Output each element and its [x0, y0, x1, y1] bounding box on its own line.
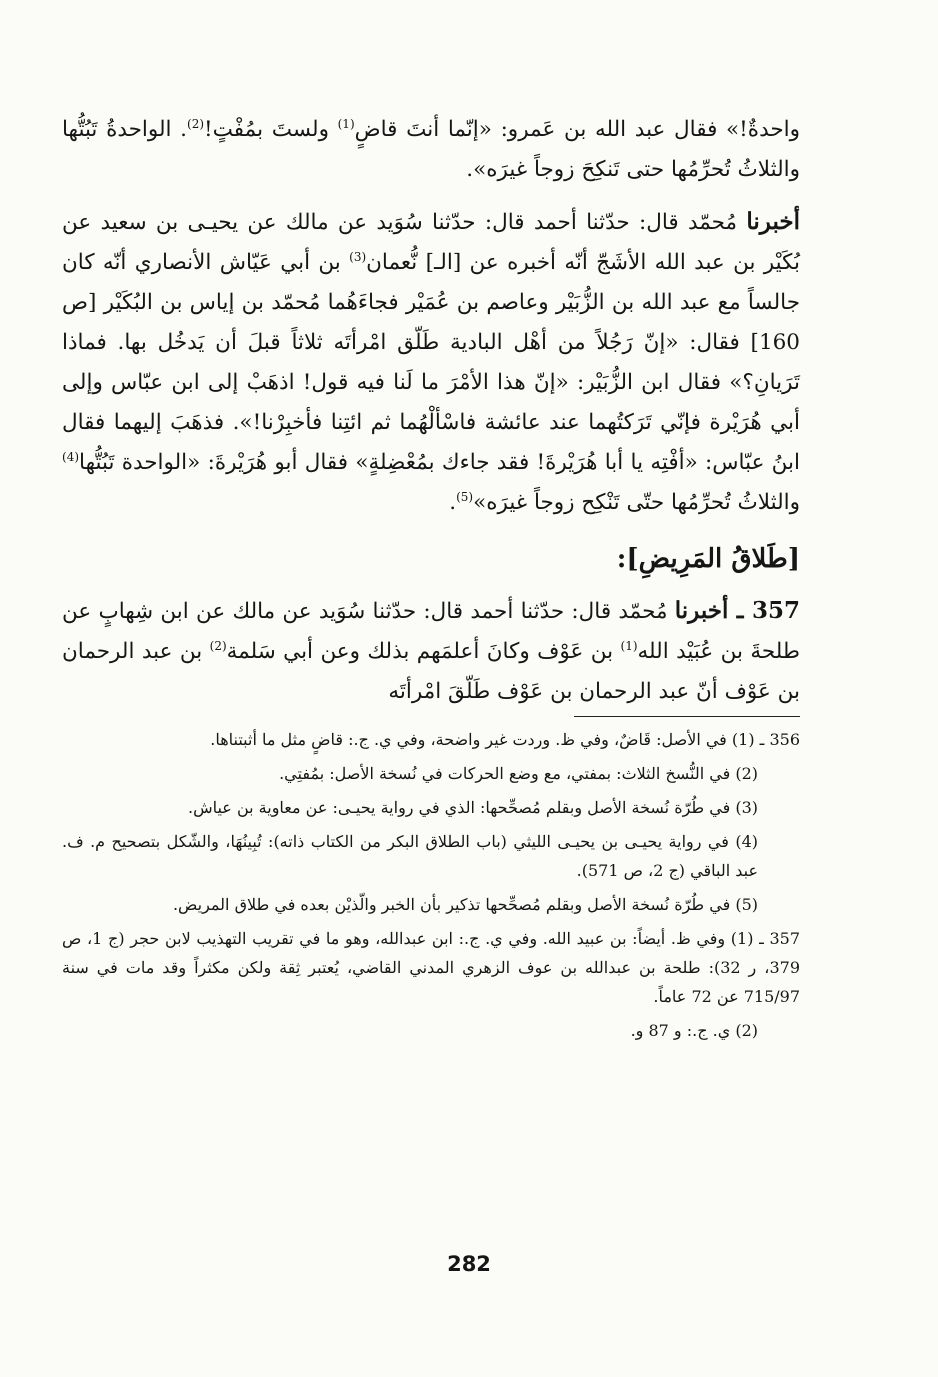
paragraph-hadith-356 [62, 202, 800, 523]
footnote-separator [574, 716, 800, 717]
text-run: مُحمّد قال: حدّثنا أحمد قال: حدّثنا سُوَيد عن مالك عن ابن شِهابٍ عن طلحةَ بن عُبَيْد الله [62, 599, 801, 664]
footnote-ref: (2) [187, 116, 205, 131]
footnote-ref: (1) [337, 116, 355, 131]
footnote-357-2: (2) ي. ج.: و 87 و. [630, 1021, 758, 1040]
main-text [62, 110, 800, 712]
section-heading: [طَلاقُ المَرِيضِ]: [616, 544, 800, 574]
footnote-ref: (5) [456, 489, 474, 504]
footnote-356-5: (5) في طُرّة نُسخة الأصل وبقلم مُصحِّحها تذكير بأن الخبر والّذيْن بعده في طلاق المريض. [172, 895, 758, 914]
text-run: ولستَ بمُفْتٍ! [204, 117, 338, 142]
text-run: والثلاثُ تُحرِّمُها حتّى تَنْكِح زوجاً غيرَه» [473, 490, 800, 515]
footnote-separator-wrap [62, 712, 800, 725]
text-run: . الواحدةُ تَبُتُّها والثلاثُ تُحرِّمُها حتى تَنكِحَ زوجاً غيرَه». [62, 117, 800, 182]
footnote-ref: (3) [349, 249, 367, 264]
footnote-ref: (1) [620, 638, 638, 653]
footnote-356-2: (2) في النُّسخ الثلاث: بمفتي، مع وضع الحركات في نُسخة الأصل: بمُفتِي. [279, 764, 758, 783]
footnotes [62, 725, 800, 1045]
page-number: 282 [447, 1252, 491, 1276]
lead-word: أخبرنا [746, 208, 800, 235]
text-run: بن عبد الرحمان بن عَوْف أنّ عبد الرحمان بن عَوْف طَلّقَ امْرأتَه [62, 639, 800, 704]
text-run: بن أبي عَيّاش الأنصاري أنّه كان جالساً مع عبد الله بن الزُّبَيْر وعاصم بن عُمَيْر فجاءَهُما مُحمّد بن إياس بن البُكَيْر [ص 160] فقال: «إنّ رَجُلاً من أهْل البادية طَلّق امْرأتَه ثلاثاً قبلَ أن يَدخُل بها. فماذا تَرَيانِ؟» فقال ابن الزُّبَيْر: «إنّ هذا الأمْرَ ما لَنا فيه قول! اذهَبْ إلى ابن عبّاس وإلى أبي هُرَيْرة فإنّي تَرَكتُهما عند عائشة فاسْألْهُما ثم ائتِنا فأخبِرْنا!». فذهَبَ إليهما فقال ابنُ عبّاس: «أفْتِه يا أبا هُرَيْرةَ! فقد جاءك بمُعْضِلةٍ» فقال أبو هُرَيْرةَ: «الواحدة تَبُتُّها [62, 250, 800, 475]
footnote-ref: (4) [62, 449, 80, 464]
footnote-357-1: 357 ـ (1) وفي ظ. أيضاً: بن عبيد الله. وفي ي. ج.: ابن عبدالله، وهو ما في تقريب التهذيب لابن حجر (ج 1، ص 379، ر 32): طلحة بن عبدالله بن عوف الزهري المدني القاضي، يُعتبر ثِقة ولكن مكثراً وقد مات في سنة 715/97 عن 72 عاماً. [62, 929, 801, 1006]
text-run: بن عَوْف وكانَ أعلمَهم بذلك وعن أبي سَلمة [226, 639, 621, 664]
footnote-356-3: (3) في طُرّة نُسخة الأصل وبقلم مُصحِّحها: الذي في رواية يحيـى: عن معاوية بن عياش. [187, 798, 758, 817]
paragraph-hadith-357 [62, 591, 800, 712]
footnote-356-1: 356 ـ (1) في الأصل: قَاضٌ، وفي ظ. وردت غير واضحة، وفي ي. ج.: قاضٍ مثل ما أثبتناها. [210, 730, 800, 749]
text-run: واحدةٌ!» فقال عبد الله بن عَمرو: «إنّما أنتَ قاضٍ [354, 117, 801, 142]
text-run: . [449, 490, 457, 515]
footnote-356-4: (4) في رواية يحيـى بن يحيـى الليثي (باب الطلاق البكر من الكتاب ذاته): تُبِينُهَا، والشّكل بتصحيح م. ف. عبد الباقي (ج 2، ص 571). [62, 832, 759, 880]
lead-word: 357 ـ أخبرنا [674, 597, 800, 624]
page-content [62, 110, 800, 1050]
paragraph-continuation [62, 110, 800, 190]
footnote-ref: (2) [209, 638, 227, 653]
text-run: مُحمّد قال: حدّثنا أحمد قال: حدّثنا سُوَيد عن مالك عن يحيـى بن سعيد عن بُكَيْر بن عبد الله الأشَجّ أنّه أخبره عن [الـ] نُّعمان [62, 210, 801, 275]
